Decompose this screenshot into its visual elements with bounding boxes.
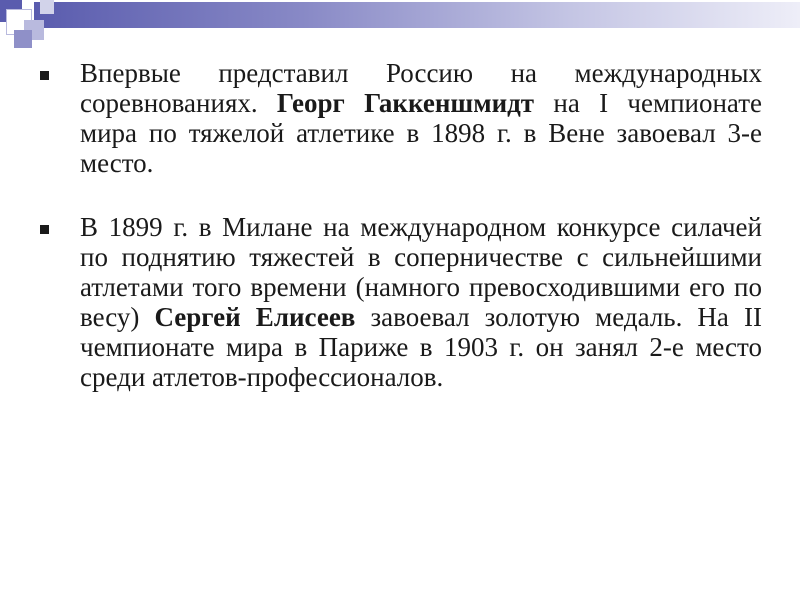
bullet-text-segment: Впервые представил Россию на международных соревнованиях. xyxy=(80,58,762,118)
athlete-name: Сергей Елисеев xyxy=(154,302,356,332)
bullet-text-segment: завоевал золотую медаль. На II чемпионате мира в Париже в 1903 г. он занял 2-е место среди атлетов-профессионалов. xyxy=(80,302,762,392)
bullet-text-segment: на I чемпионате мира по тяжелой атлетике в 1898 г. в Вене завоевал 3-е место. xyxy=(80,88,762,178)
bullet-text xyxy=(80,212,762,392)
header-decoration xyxy=(0,0,800,48)
athlete-name: Георг Гаккеншмидт xyxy=(276,88,535,118)
bullet-list xyxy=(40,58,762,426)
bullet-item xyxy=(40,212,762,392)
decor-square-icon xyxy=(40,0,54,14)
bullet-text-segment: В 1899 г. в Милане на международном конкурсе силачей по поднятию тяжестей в соперничестве с сильнейшими атлетами того времени (намного превосходившими его по весу) xyxy=(80,212,762,332)
bullet-item xyxy=(40,58,762,178)
header-gradient-bar xyxy=(34,2,800,28)
decor-square-icon xyxy=(14,30,32,48)
bullet-text xyxy=(80,58,762,178)
square-bullet-icon xyxy=(40,71,49,80)
square-bullet-icon xyxy=(40,225,49,234)
